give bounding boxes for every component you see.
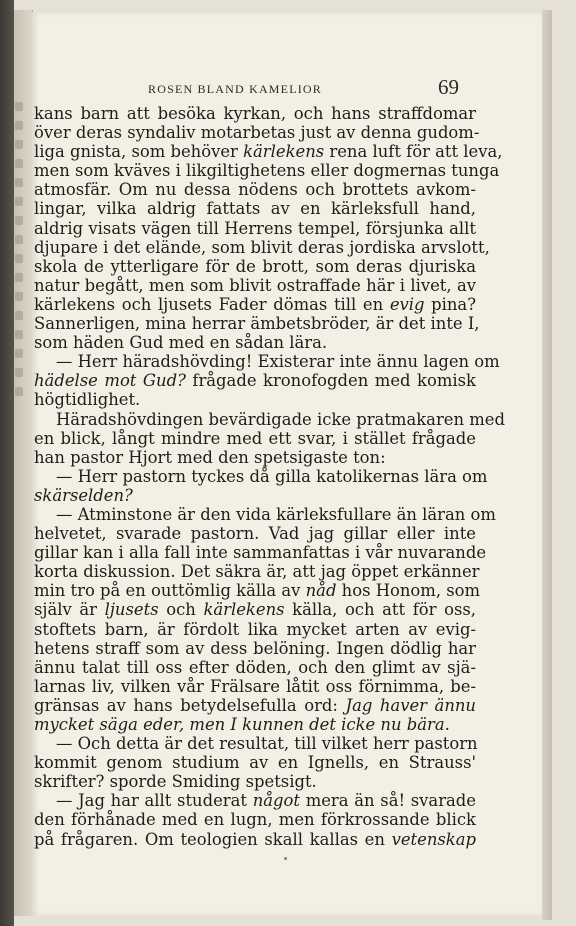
- italic-text: vetenskap: [391, 829, 476, 849]
- text-line: [34, 753, 476, 772]
- italic-text: evig: [389, 294, 425, 314]
- text-line: [34, 180, 476, 199]
- text-run: liga gnista, som behöver: [34, 142, 244, 162]
- running-head: ROSEN BLAND KAMELIOR: [148, 82, 322, 96]
- text-line: [34, 562, 480, 582]
- text-run: kommit genom studium av en Ignells, en Strauss': [34, 753, 476, 773]
- bleed-mark: [15, 387, 23, 396]
- text-line: [34, 600, 476, 619]
- text-run: kans barn att besöka kyrkan, och hans straffdomar: [34, 104, 476, 123]
- text-run: — Atminstone är den vida kärleksfullare än läran om: [56, 504, 496, 524]
- text-line: [34, 734, 476, 753]
- text-run: gränsas av hans betydelsefulla ord:: [34, 695, 346, 715]
- text-run: Häradshövdingen bevärdigade icke pratmakaren med: [56, 409, 505, 429]
- text-line: [34, 466, 488, 486]
- text-run: pina?: [424, 294, 476, 314]
- text-line: [34, 620, 476, 639]
- bleed-mark: [15, 102, 23, 111]
- text-run: aldrig visats vägen till Herrens tempel, försjunka allt: [34, 218, 476, 238]
- body-text: [34, 104, 505, 849]
- page-number: 69: [438, 75, 459, 99]
- text-run: kärlekens och ljusets Fader dömas till en: [34, 294, 390, 314]
- text-line: [34, 448, 476, 467]
- text-run: hos Honom, som: [336, 581, 481, 601]
- text-run: — Och detta är det resultat, till vilket herr pastorn: [56, 734, 478, 754]
- text-run: men som kväves i likgiltighetens eller dogmernas tunga: [34, 161, 500, 181]
- italic-text: kärlekens: [203, 600, 285, 620]
- text-run: på frågaren. Om teologien skall kallas en: [34, 829, 392, 849]
- italic-text: Jag haver ännu: [345, 695, 476, 715]
- text-run: mera än så! svarade: [299, 791, 476, 811]
- text-run: ännu talat till oss efter döden, och den glimt av sjä-: [34, 657, 476, 677]
- text-line: [34, 715, 476, 734]
- text-run: rena luft för att leva,: [324, 142, 503, 162]
- bleed-mark: [15, 349, 23, 358]
- italic-text: ljusets: [104, 600, 159, 620]
- italic-text: mycket säga eder, men I kunnen det icke nu bära.: [34, 715, 450, 734]
- text-line: [34, 810, 476, 829]
- text-line: [34, 524, 476, 543]
- text-line: [34, 772, 476, 791]
- text-run: frågade kronofogden med komisk: [185, 371, 476, 391]
- text-run: han pastor Hjort med den spetsigaste ton:: [34, 447, 386, 467]
- text-line: [34, 104, 476, 123]
- text-line: [34, 486, 476, 505]
- text-line: [34, 390, 476, 409]
- text-line: [34, 219, 476, 238]
- text-line: [34, 161, 500, 181]
- text-run: helvetet, svarade pastorn. Vad jag gillar eller inte: [34, 524, 476, 544]
- page-fore-edge: [542, 10, 552, 920]
- text-line: [34, 409, 505, 429]
- text-run: själv är: [34, 600, 105, 620]
- text-line: [34, 696, 476, 715]
- italic-text: skärselden?: [34, 485, 133, 505]
- italic-text: kärlekens: [243, 142, 325, 162]
- text-line: [34, 543, 487, 563]
- bleed-mark: [15, 311, 23, 320]
- text-run: Sannerligen, mina herrar ämbetsbröder, är det inte I,: [34, 314, 480, 334]
- text-run: lingar, vilka aldrig fattats av en kärleksfull hand,: [34, 199, 476, 219]
- ink-speck: [284, 857, 287, 860]
- bleed-mark: [15, 197, 23, 206]
- bleed-mark: [15, 235, 23, 244]
- text-line: [34, 504, 496, 524]
- text-line: [34, 677, 476, 696]
- text-line: [34, 830, 476, 849]
- bleed-mark: [15, 273, 23, 282]
- text-run: över deras syndaliv motarbetas just av denna gudom-: [34, 123, 480, 143]
- text-line: [34, 581, 481, 601]
- text-line: [34, 333, 476, 352]
- italic-text: något: [252, 791, 300, 811]
- bleed-mark: [15, 292, 23, 301]
- text-run: korta diskussion. Det säkra är, att jag öppet erkänner: [34, 562, 480, 582]
- bleed-mark: [15, 216, 23, 225]
- bleed-mark: [15, 159, 23, 168]
- text-line: [34, 142, 503, 162]
- bleed-mark: [15, 368, 23, 377]
- text-line: [34, 371, 476, 390]
- text-line: [34, 237, 490, 257]
- text-run: stoftets barn, är fördolt lika mycket arten av evig-: [34, 619, 476, 639]
- italic-text: nåd: [305, 581, 337, 601]
- text-line: [34, 123, 480, 143]
- text-run: en blick, långt mindre med ett svar, i stället frågade: [34, 428, 476, 448]
- text-run: larnas liv, vilken vår Frälsare låtit oss förnimma, be-: [34, 676, 476, 696]
- text-line: [34, 658, 476, 677]
- text-line: [34, 295, 476, 314]
- text-line: [34, 199, 476, 218]
- text-line: [34, 791, 476, 810]
- text-line: [34, 639, 476, 658]
- text-run: källa, och att för oss,: [284, 600, 477, 620]
- text-run: högtidlighet.: [34, 390, 141, 410]
- text-run: den förhånade med en lugn, men förkrossande blick: [34, 810, 476, 830]
- page-header: [32, 72, 542, 100]
- text-run: min tro på en outtömlig källa av: [34, 581, 306, 601]
- bleed-mark: [15, 178, 23, 187]
- text-run: som häden Gud med en sådan lära.: [34, 333, 328, 353]
- text-line: [34, 429, 476, 448]
- book-page: [32, 12, 542, 916]
- bleed-mark: [15, 121, 23, 130]
- text-run: gillar kan i alla fall inte sammanfattas i vår nuvarande: [34, 543, 487, 563]
- scan-background-edge: [0, 0, 14, 926]
- text-line: [34, 276, 476, 295]
- previous-page-edge: [14, 10, 33, 916]
- text-run: skrifter? sporde Smiding spetsigt.: [34, 772, 317, 792]
- text-line: [34, 352, 500, 372]
- bleed-mark: [15, 140, 23, 149]
- text-line: [34, 257, 476, 276]
- bleed-mark: [15, 330, 23, 339]
- text-run: natur begått, men som blivit ostraffade här i livet, av: [34, 275, 476, 295]
- bleed-mark: [15, 254, 23, 263]
- italic-text: hädelse mot Gud?: [34, 371, 186, 391]
- text-run: — Herr pastorn tyckes då gilla katolikernas lära om: [56, 466, 488, 486]
- text-run: hetens straff som av dess belöning. Ingen dödlig har: [34, 638, 476, 658]
- text-run: atmosfär. Om nu dessa nödens och brottets avkom-: [34, 180, 476, 200]
- text-run: skola de ytterligare för de brott, som deras djuriska: [34, 256, 476, 276]
- text-run: och: [158, 600, 204, 620]
- text-run: — Jag har allt studerat: [56, 791, 253, 811]
- text-line: [34, 314, 480, 334]
- text-run: djupare i det elände, som blivit deras jordiska arvslott,: [34, 237, 490, 257]
- text-run: — Herr häradshövding! Existerar inte ännu lagen om: [56, 352, 500, 372]
